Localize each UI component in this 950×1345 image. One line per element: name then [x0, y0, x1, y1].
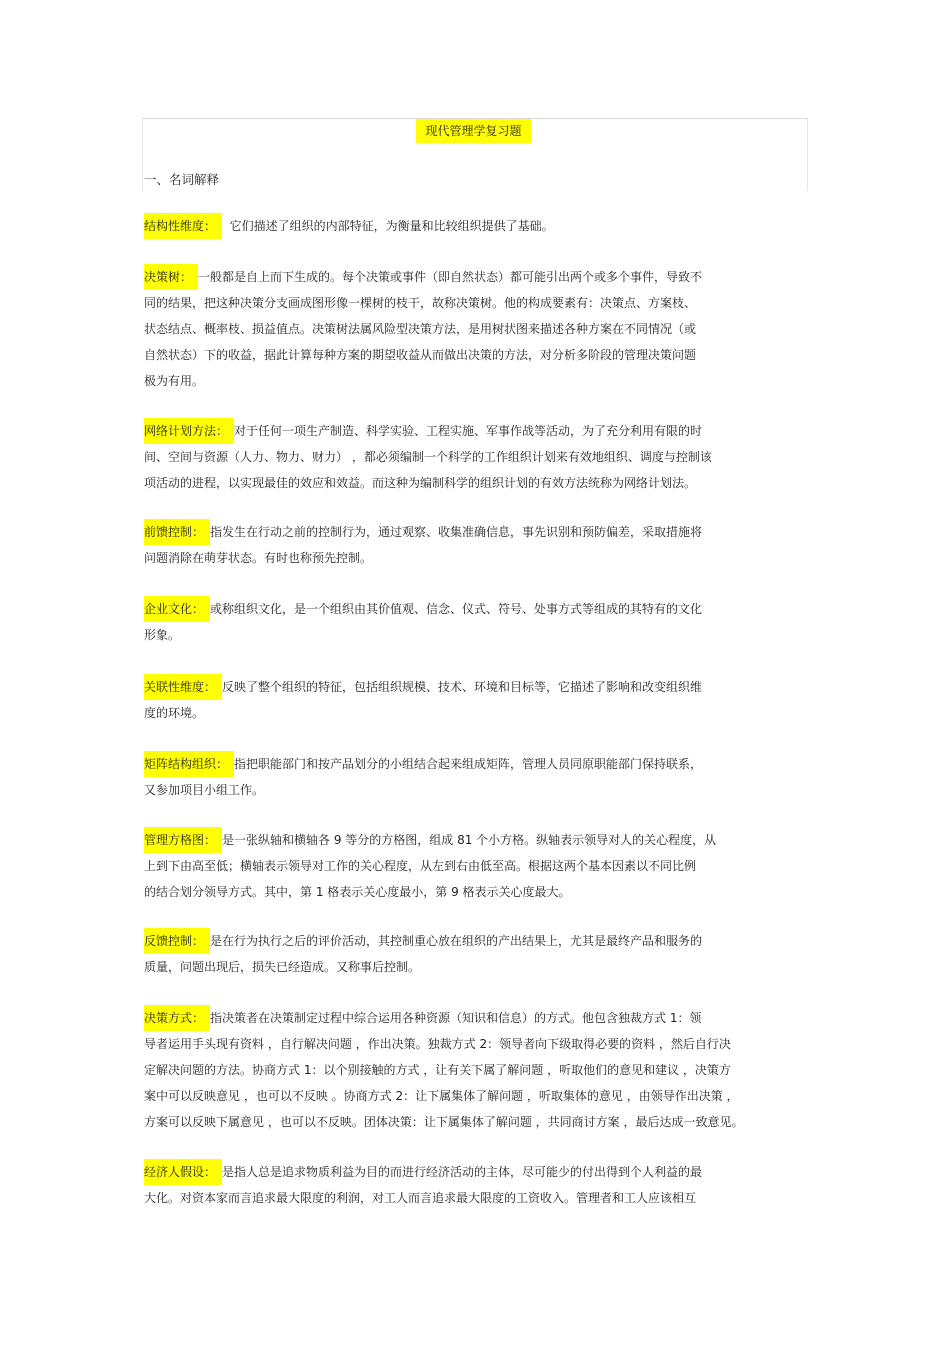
definition-text: 极为有用。	[144, 374, 205, 388]
definition-entry	[144, 827, 808, 905]
definition-term: 管理方格图：	[144, 827, 222, 853]
definition-term: 决策树：	[144, 264, 198, 290]
definition-entry	[144, 1005, 808, 1135]
definition-text: 上到下由高至低；横轴表示领导对工作的关心程度，从左到右由低至高。根据这两个基本因素以不同比例	[144, 859, 697, 873]
definition-text: 案中可以反映意见 ，也可以不反映 。协商方式 2：让下属集体了解问题 ，听取集体的意见 ，由领导作出决策 ，	[144, 1089, 739, 1103]
definition-line	[144, 928, 808, 954]
definition-text: 它们描述了组织的内部特征，为衡量和比较组织提供了基础。	[222, 219, 554, 233]
definition-text: 质量，问题出现后，损失已经造成。又称事后控制。	[144, 960, 421, 974]
definition-term: 前馈控制：	[144, 519, 210, 545]
definition-entry	[144, 596, 808, 648]
definition-text: 反映了整个组织的特征，包括组织规模、技术、环境和目标等，它描述了影响和改变组织维	[222, 680, 703, 694]
definition-line	[144, 622, 808, 648]
definition-term: 结构性维度：	[144, 213, 222, 239]
definition-line	[144, 674, 808, 700]
definition-line	[144, 519, 808, 545]
definition-text: 指决策者在决策制定过程中综合运用各种资源（知识和信息）的方式。他包含独裁方式 1：领	[210, 1011, 702, 1025]
definition-line	[144, 853, 808, 879]
definition-term: 企业文化：	[144, 596, 210, 622]
definition-text: 一般都是自上而下生成的。每个决策或事件（即自然状态）都可能引出两个或多个事件，导致不	[198, 270, 703, 284]
definition-line	[144, 1159, 808, 1185]
definition-text: 导者运用手头现有资料 ，自行解决问题 ，作出决策。独裁方式 2：领导者向下级取得必要的资料 ，然后自行决	[144, 1037, 731, 1051]
definition-text: 同的结果，把这种决策分支画成图形像一棵树的枝干，故称决策树。他的构成要素有：决策点、方案枝、	[144, 296, 697, 310]
definition-line	[144, 879, 808, 905]
definition-text: 的结合划分领导方式。其中，第 1 格表示关心度最小，第 9 格表示关心度最大。	[144, 885, 571, 899]
definition-text: 是指人总是追求物质利益为目的而进行经济活动的主体，尽可能少的付出得到个人利益的最	[222, 1165, 703, 1179]
definition-line	[144, 290, 808, 316]
definition-text: 问题消除在萌芽状态。有时也称预先控制。	[144, 551, 373, 565]
definition-text: 方案可以反映下属意见 ，也可以不反映。团体决策：让下属集体了解问题 ，共同商讨方案 ，最后达成一致意见。	[144, 1115, 744, 1129]
document-title: 现代管理学复习题	[416, 119, 531, 143]
definition-term: 关联性维度：	[144, 674, 222, 700]
definition-line	[144, 1057, 808, 1083]
definition-line	[144, 213, 808, 239]
definition-line	[144, 954, 808, 980]
definition-entry	[144, 928, 808, 980]
definition-line	[144, 316, 808, 342]
definition-text: 或称组织文化，是一个组织由其价值观、信念、仪式、符号、处事方式等组成的其特有的文化	[210, 602, 703, 616]
definition-line	[144, 1083, 808, 1109]
definition-entry	[144, 751, 808, 803]
definition-line	[144, 470, 808, 496]
definition-text: 对于任何一项生产制造、科学实验、工程实施、军事作战等活动，为了充分利用有限的时	[234, 424, 703, 438]
definition-line	[144, 1005, 808, 1031]
definition-text: 指把职能部门和按产品划分的小组结合起来组成矩阵，管理人员同原职能部门保持联系，	[234, 757, 703, 771]
definition-text: 大化。对资本家而言追求最大限度的利润，对工人而言追求最大限度的工资收入。管理者和工人应该相互	[144, 1191, 697, 1205]
definition-line	[144, 444, 808, 470]
section-heading: 一、名词解释	[144, 172, 220, 187]
definition-entry	[144, 1159, 808, 1211]
definition-term: 矩阵结构组织：	[144, 751, 234, 777]
definition-text: 是一张纵轴和横轴各 9 等分的方格图，组成 81 个小方格。纵轴表示领导对人的关心程度，从	[222, 833, 717, 847]
definition-text: 自然状态）下的收益，据此计算每种方案的期望收益从而做出决策的方法，对分析多阶段的管理决策问题	[144, 348, 697, 362]
definition-line	[144, 368, 808, 394]
definition-line	[144, 751, 808, 777]
definition-line	[144, 1031, 808, 1057]
definition-line	[144, 700, 808, 726]
definition-term: 经济人假设：	[144, 1159, 222, 1185]
definition-term: 决策方式：	[144, 1005, 210, 1031]
definition-line	[144, 777, 808, 803]
definition-text: 度的环境。	[144, 706, 205, 720]
definition-entry	[144, 264, 808, 394]
definition-text: 形象。	[144, 628, 181, 642]
definition-text: 定解决问题的方法。协商方式 1：以个别接触的方式 ，让有关下属了解问题 ，听取他们的意见和建议 ，决策方	[144, 1063, 731, 1077]
definition-text: 项活动的进程，以实现最佳的效应和效益。而这种为编制科学的组织计划的有效方法统称为网络计划法。	[144, 476, 697, 490]
definition-entry	[144, 213, 808, 239]
definition-text: 又参加项目小组工作。	[144, 783, 265, 797]
definition-line	[144, 827, 808, 853]
definition-term: 反馈控制：	[144, 928, 210, 954]
definition-entry	[144, 674, 808, 726]
definition-line	[144, 418, 808, 444]
definition-line	[144, 264, 808, 290]
definition-text: 是在行为执行之后的评价活动，其控制重心放在组织的产出结果上，尤其是最终产品和服务的	[210, 934, 703, 948]
definition-line	[144, 1185, 808, 1211]
definition-line	[144, 1109, 808, 1135]
definition-text: 状态结点、概率枝、损益值点。决策树法属风险型决策方法，是用树状图来描述各种方案在不同情况（或	[144, 322, 697, 336]
definition-term: 网络计划方法：	[144, 418, 234, 444]
definition-text: 间、空间与资源（人力、物力、财力） ，都必须编制一个科学的工作组织计划来有效地组织、调度与控制该	[144, 450, 712, 464]
definition-line	[144, 596, 808, 622]
definition-entry	[144, 418, 808, 496]
definition-entry	[144, 519, 808, 571]
definition-text: 指发生在行动之前的控制行为，通过观察、收集准确信息，事先识别和预防偏差，采取措施将	[210, 525, 703, 539]
definition-line	[144, 342, 808, 368]
definition-line	[144, 545, 808, 571]
